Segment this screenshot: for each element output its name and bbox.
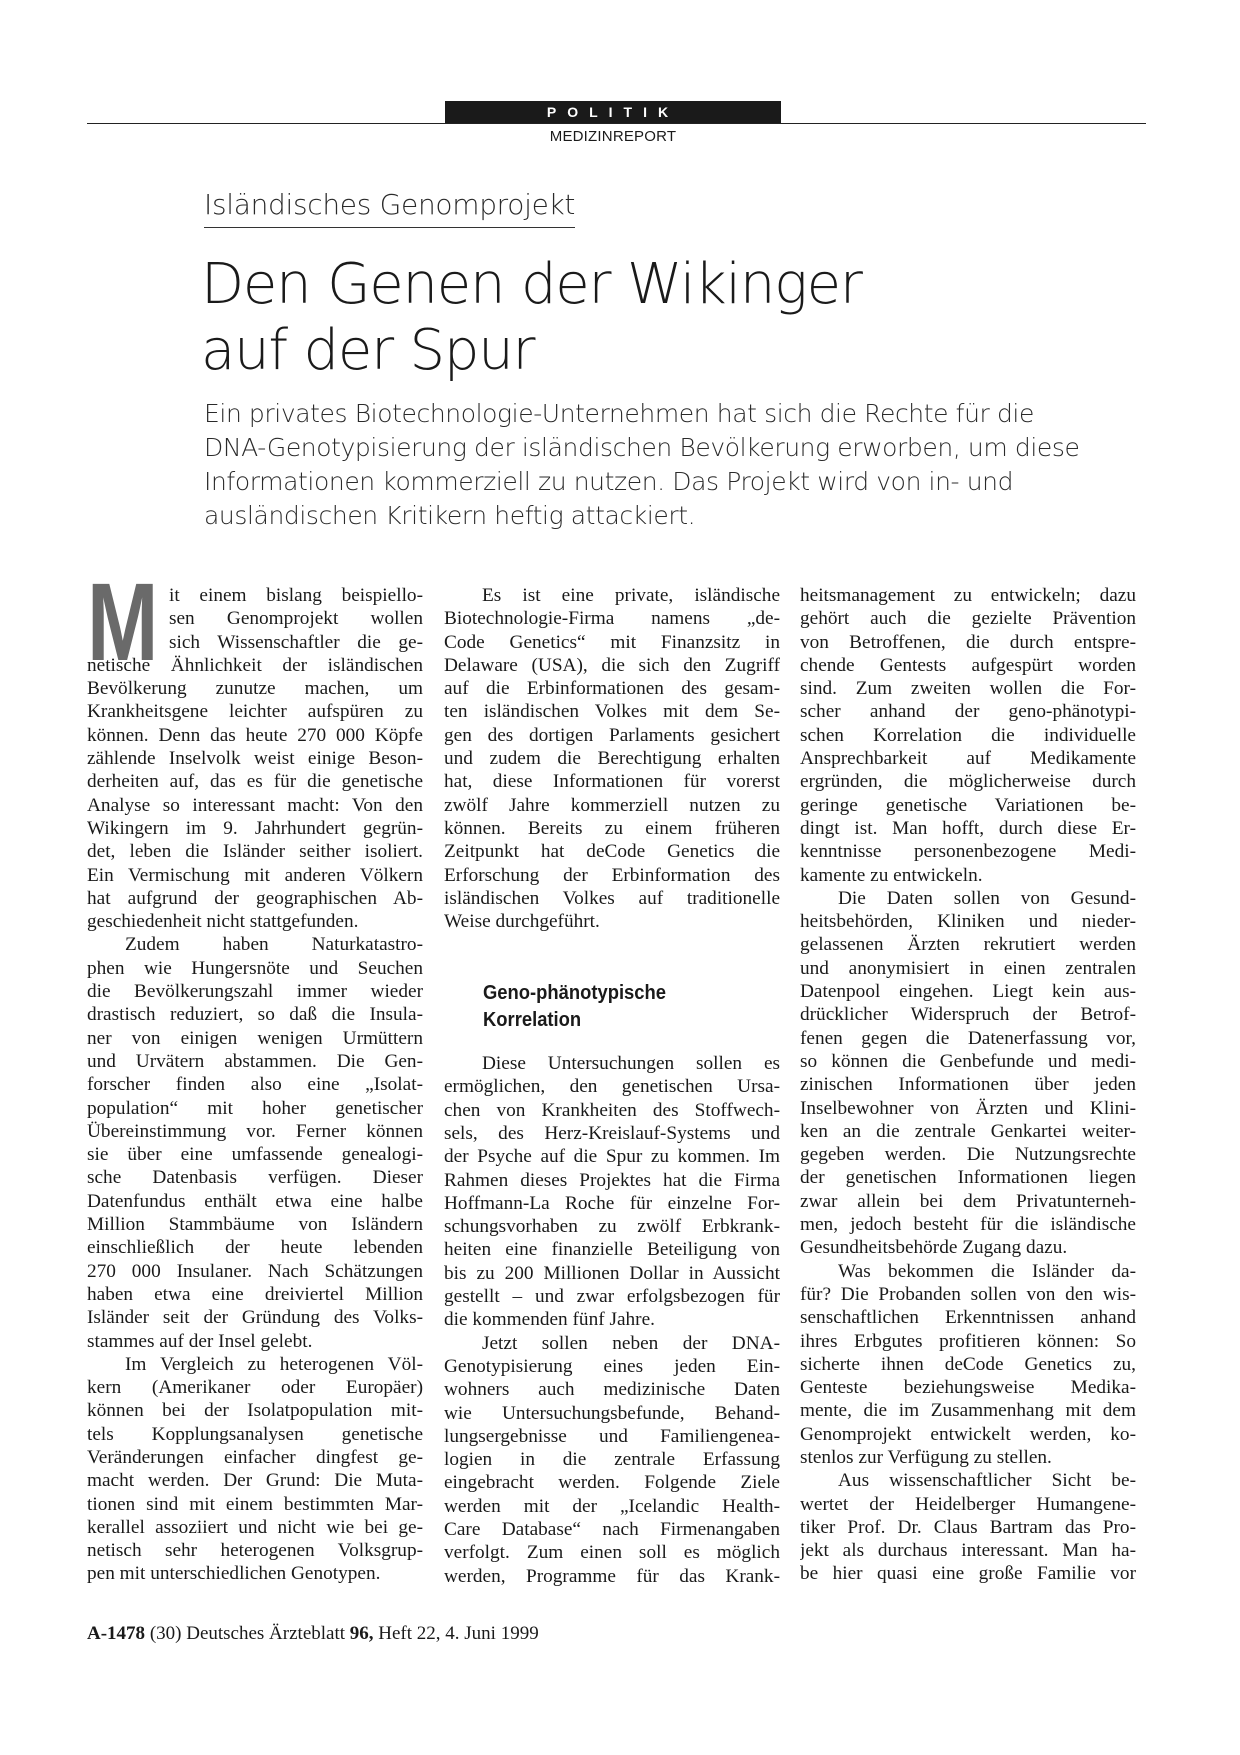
text-line: ergründen, die möglicherweise durch xyxy=(800,771,1136,793)
text-line: scher anhand der geno-phänotypi- xyxy=(800,701,1136,723)
subheading-line: Geno-phänotypische xyxy=(483,982,666,1005)
spacer xyxy=(444,957,780,980)
text-line: Im Vergleich zu heterogenen Völ- xyxy=(125,1353,423,1375)
text-line: forscher finden also eine „Isolat- xyxy=(87,1074,423,1096)
spacer xyxy=(444,1034,780,1052)
text-line: Veränderungen einfacher dingfest ge- xyxy=(87,1446,423,1468)
text-line: zählende Inselvolk weist einige Beson- xyxy=(87,748,423,770)
text-line: sich Wissenschaftler die ge- xyxy=(169,631,423,653)
text-line: wertet der Heidelberger Humangene- xyxy=(800,1493,1136,1515)
text-line: können bei der Isolatpopulation mit- xyxy=(87,1400,423,1422)
text-line: eingebracht werden. Folgende Ziele xyxy=(444,1472,780,1494)
text-line: drastisch reduziert, so daß die Insula- xyxy=(87,1004,423,1026)
page-number: (30) xyxy=(149,1623,182,1644)
text-line: kenntnisse personenbezogene Medi- xyxy=(800,841,1136,863)
text-line: Analyse so interessant macht: Von den xyxy=(87,794,423,816)
text-line: derheiten auf, das es für die genetische xyxy=(87,771,423,793)
text-line: Hoffmann-La Roche für einzelne For- xyxy=(444,1192,780,1214)
text-line: Genteste beziehungsweise Medika- xyxy=(800,1377,1136,1399)
text-line: sicherte ihnen deCode Genetics zu, xyxy=(800,1353,1136,1375)
text-line: hat, diese Informationen für vorerst xyxy=(444,771,780,793)
text-line: Code Genetics“ mit Finanzsitz in xyxy=(444,631,780,653)
text-line: der Psyche auf die Spur zu kommen. Im xyxy=(444,1146,780,1168)
text-line: Genomprojekt entwickelt werden, ko- xyxy=(800,1423,1136,1445)
text-line: Genotypisierung eines jeden Ein- xyxy=(444,1355,780,1377)
text-line: lungsergebnisse und Familiengenea- xyxy=(444,1425,780,1447)
text-line: fenen gegen die Datenerfassung vor, xyxy=(800,1027,1136,1049)
lead-line: Informationen kommerziell zu nutzen. Das Projekt wird von in- und xyxy=(204,467,1014,496)
text-line: Es ist eine private, isländische xyxy=(482,585,780,606)
text-line: mente, die im Zusammenhang mit dem xyxy=(800,1400,1136,1422)
text-line: ihres Erbgutes profitieren können: So xyxy=(800,1330,1136,1352)
text-line: Delaware (USA), die sich den Zugriff xyxy=(444,654,780,676)
text-line: det, leben die Isländer seither isoliert. xyxy=(87,841,423,863)
text-line: Jetzt sollen neben der DNA- xyxy=(482,1332,780,1354)
text-line: schungsvorhaben zu zwölf Erbkrank- xyxy=(444,1216,780,1238)
subsection-label: MEDIZINREPORT xyxy=(549,128,677,145)
text-line: tionen sind mit einem bestimmten Mar- xyxy=(87,1493,423,1515)
text-line: Aus wissenschaftlicher Sicht be- xyxy=(838,1470,1136,1492)
text-line: und Urvätern abstammen. Die Gen- xyxy=(87,1050,423,1072)
text-line: zwölf Jahre kommerziell nutzen zu xyxy=(444,794,780,816)
text-line: sie über eine umfassende genealogi- xyxy=(87,1144,423,1166)
text-line: zinischen Informationen über jeden xyxy=(800,1074,1136,1096)
text-line: chen von Krankheiten des Stoffwech- xyxy=(444,1099,780,1121)
text-line: ner von einigen wenigen Urmüttern xyxy=(87,1027,423,1049)
text-line: für? Die Probanden sollen von den wis- xyxy=(800,1283,1136,1305)
lead-line: Ein privates Biotechnologie-Unternehmen hat sich die Rechte für die xyxy=(204,399,1034,428)
drop-cap: M xyxy=(87,561,159,684)
text-line: Rahmen dieses Projektes hat die Firma xyxy=(444,1169,780,1191)
text-line: schen Korrelation die individuelle xyxy=(800,724,1136,746)
text-line: Diese Untersuchungen sollen es xyxy=(482,1053,780,1075)
text-line: tiker Prof. Dr. Claus Bartram das Pro- xyxy=(800,1516,1136,1538)
text-line: senschaftlichen Erkenntnissen anhand xyxy=(800,1307,1136,1329)
text-line: heiten eine finanzielle Beteiligung von xyxy=(444,1239,780,1261)
text-line: Ansprechbarkeit auf Medikamente xyxy=(800,748,1136,770)
text-line: wohners auch medizinische Daten xyxy=(444,1379,780,1401)
text-line: gestellt – und zwar erfolgsbezogen für xyxy=(444,1286,780,1308)
text-line: Inselbewohner von Ärzten und Klini- xyxy=(800,1097,1136,1119)
text-line: auf die Erbinformationen des gesam- xyxy=(444,678,780,700)
text-line: geringe genetische Variationen be- xyxy=(800,794,1136,816)
text-line: Million Stammbäume von Isländern xyxy=(87,1214,423,1236)
text-line: gegeben werden. Die Nutzungsrechte xyxy=(800,1144,1136,1166)
column-3 xyxy=(800,584,1136,1586)
text-line: sche Datenbasis verfügen. Dieser xyxy=(87,1167,423,1189)
column-2 xyxy=(444,584,780,1588)
text-line: Übereinstimmung vor. Ferner können xyxy=(87,1120,423,1142)
text-line: verfolgt. Zum einen soll es möglich xyxy=(444,1542,780,1564)
text-line: heitsmanagement zu entwickeln; dazu xyxy=(800,585,1136,606)
text-line: population“ mit hoher genetischer xyxy=(87,1097,423,1119)
text-line: die Bevölkerungszahl immer wieder xyxy=(87,981,423,1003)
text-line: ken an die zentrale Genkartei weiter- xyxy=(800,1120,1136,1142)
text-line: und anonymisiert in einen zentralen xyxy=(800,957,1136,979)
text-line: Care Database“ nach Firmenangaben xyxy=(444,1518,780,1540)
text-line: zwar allein bei dem Privatunterneh- xyxy=(800,1190,1136,1212)
text-line: Gesundheitsbehörde Zugang dazu. xyxy=(800,1237,1068,1259)
text-line: sind. Zum zweiten wollen die For- xyxy=(800,678,1136,700)
text-line: heitsbehörden, Kliniken und nieder- xyxy=(800,911,1136,933)
text-line: ten isländischen Volkes mit dem Se- xyxy=(444,701,780,723)
journal-name: Deutsches Ärzteblatt xyxy=(186,1623,346,1644)
text-line: kamente zu entwickeln. xyxy=(800,864,983,886)
text-line: dingt ist. Man hofft, durch diese Er- xyxy=(800,817,1136,839)
text-line: einschließlich der heute lebenden xyxy=(87,1237,423,1259)
text-line: von Betroffenen, die durch entspre- xyxy=(800,631,1136,653)
lead-line: DNA-Genotypisierung der isländischen Bevölkerung erworben, um diese xyxy=(204,433,1080,462)
text-line: Weise durchgeführt. xyxy=(444,911,600,933)
page-footer xyxy=(87,1623,539,1645)
text-line: tels Kopplungsanalysen genetische xyxy=(87,1423,423,1445)
text-line: bis zu 200 Millionen Dollar in Aussicht xyxy=(444,1262,780,1284)
text-line: können. Bereits zu einem früheren xyxy=(444,817,780,839)
text-line: kerallel assoziiert und nicht wie bei ge- xyxy=(87,1516,423,1538)
text-line: Zudem haben Naturkatastro- xyxy=(125,934,423,956)
text-line: isländischen Volkes auf traditionelle xyxy=(444,887,780,909)
text-line: Zeitpunkt hat deCode Genetics die xyxy=(444,841,780,863)
text-line: so können die Genbefunde und medi- xyxy=(800,1050,1136,1072)
text-line: jekt als durchaus interessant. Man ha- xyxy=(800,1540,1136,1562)
issue-date: Heft 22, 4. Juni 1999 xyxy=(378,1623,539,1644)
headline xyxy=(201,252,1101,384)
text-line: ermöglichen, den genetischen Ursa- xyxy=(444,1076,780,1098)
text-line: phen wie Hungersnöte und Seuchen xyxy=(87,957,423,979)
text-line: chende Gentests aufgespürt worden xyxy=(800,654,1136,676)
text-line: Bevölkerung zunutze machen, um xyxy=(87,678,423,700)
text-line: und zudem die Berechtigung erhalten xyxy=(444,748,780,770)
page-code: A-1478 xyxy=(87,1623,146,1644)
text-line: geschiedenheit nicht stattgefunden. xyxy=(87,911,359,933)
text-line: netische Ähnlichkeit der isländischen xyxy=(87,654,423,676)
volume-number: 96, xyxy=(349,1623,374,1644)
headline-line: Den Genen der Wikinger xyxy=(201,252,862,317)
text-line: 270 000 Insulaner. Nach Schätzungen xyxy=(87,1260,423,1282)
lead-paragraph xyxy=(204,397,1084,533)
text-line: be hier quasi eine große Familie vor xyxy=(800,1563,1136,1585)
text-line: drücklicher Widerspruch der Betrof- xyxy=(800,1004,1136,1026)
text-line: der genetischen Informationen liegen xyxy=(800,1167,1136,1189)
text-line: it einem bislang beispiello- xyxy=(169,585,423,606)
subheading xyxy=(483,980,756,1034)
text-line: werden, Programme für das Krank- xyxy=(444,1565,780,1587)
text-line: Ein Vermischung mit anderen Völkern xyxy=(87,864,423,886)
text-line: stenlos zur Verfügung zu stellen. xyxy=(800,1446,1052,1468)
spacer xyxy=(444,933,780,956)
text-line: sen Genomprojekt wollen xyxy=(169,608,423,630)
text-line: macht werden. Der Grund: Die Muta- xyxy=(87,1470,423,1492)
text-line: Isländer seit der Gründung des Volks- xyxy=(87,1307,423,1329)
text-line: sels, des Herz-Kreislauf-Systems und xyxy=(444,1122,780,1144)
headline-line: auf der Spur xyxy=(201,318,535,383)
header-rule xyxy=(87,123,1146,124)
text-line: wie Untersuchungsbefunde, Behand- xyxy=(444,1402,780,1424)
text-line: pen mit unterschiedlichen Genotypen. xyxy=(87,1563,381,1585)
text-line: die kommenden fünf Jahre. xyxy=(444,1309,655,1331)
text-line: können. Denn das heute 270 000 Köpfe xyxy=(87,724,423,746)
text-line: kern (Amerikaner oder Europäer) xyxy=(87,1377,423,1399)
kicker: Isländisches Genomprojekt xyxy=(204,188,575,228)
text-line: Wikingern im 9. Jahrhundert gegrün- xyxy=(87,817,423,839)
text-line: Die Daten sollen von Gesund- xyxy=(838,887,1136,909)
text-line: Biotechnologie-Firma namens „de- xyxy=(444,608,780,630)
text-line: Krankheitsgene leichter aufspüren zu xyxy=(87,701,423,723)
text-line: gehört auch die gezielte Prävention xyxy=(800,608,1136,630)
subheading-line: Korrelation xyxy=(483,1009,582,1032)
text-line: logien in die zentrale Erfassung xyxy=(444,1449,780,1471)
text-line: gelassenen Ärzten rekrutiert werden xyxy=(800,934,1136,956)
text-line: stammes auf der Insel gelebt. xyxy=(87,1330,313,1352)
text-line: Was bekommen die Isländer da- xyxy=(838,1260,1136,1282)
lead-line: ausländischen Kritikern heftig attackiert. xyxy=(204,501,696,530)
text-line: werden mit der „Icelandic Health- xyxy=(444,1495,780,1517)
text-line: men, jedoch besteht für die isländische xyxy=(800,1214,1136,1236)
text-line: gen des dortigen Parlaments gesichert xyxy=(444,724,780,746)
text-line: haben etwa eine dreiviertel Million xyxy=(87,1283,423,1305)
text-line: Erforschung der Erbinformation des xyxy=(444,864,780,886)
text-line: Datenpool eingehen. Liegt kein aus- xyxy=(800,981,1136,1003)
text-line: hat aufgrund der geographischen Ab- xyxy=(87,887,423,909)
text-line: netisch sehr heterogenen Volksgrup- xyxy=(87,1540,423,1562)
column-1 xyxy=(87,584,423,1586)
section-label: POLITIK xyxy=(445,101,781,123)
text-line: Datenfundus enthält etwa eine halbe xyxy=(87,1190,423,1212)
